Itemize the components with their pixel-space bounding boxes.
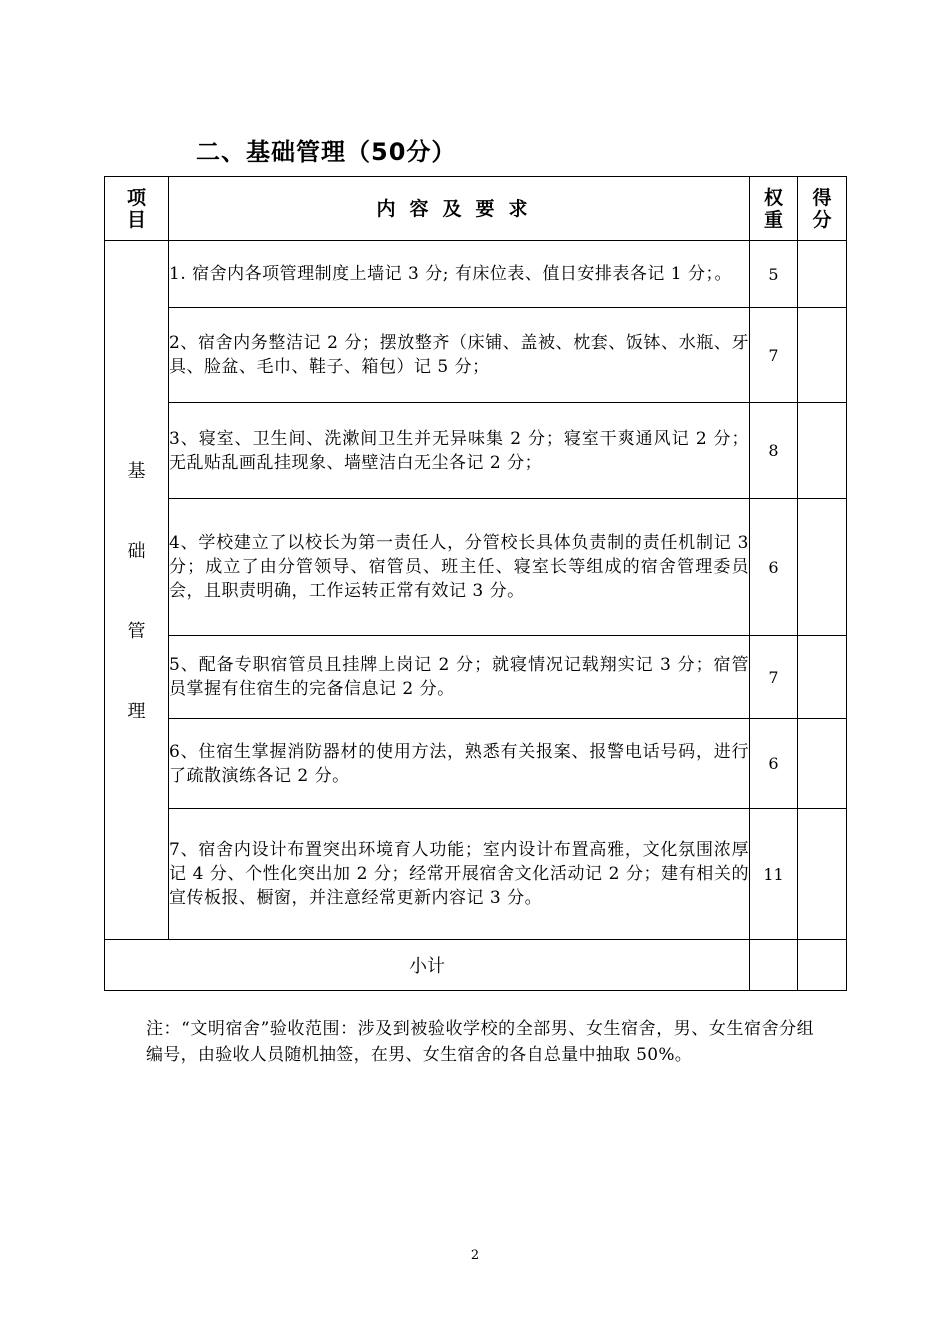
row-content: 6、住宿生掌握消防器材的使用方法，熟悉有关报案、报警电话号码，进行了疏散演练各记 2 分。 — [169, 719, 750, 809]
subtotal-weight — [750, 940, 798, 991]
row-weight: 6 — [750, 719, 798, 809]
management-score-table — [104, 176, 847, 991]
table-row — [105, 809, 847, 940]
header-weight-label: 权重 — [763, 186, 783, 231]
table-row — [105, 241, 847, 308]
subtotal-label: 小计 — [105, 940, 750, 991]
row-content: 4、学校建立了以校长为第一责任人，分管校长具体负责制的责任机制记 3 分；成立了由分管领导、宿管员、班主任、寝室长等组成的宿舍管理委员会，且职责明确，工作运转正常有效记 3 分。 — [169, 499, 750, 636]
category-character: 基 — [127, 461, 146, 482]
row-weight: 11 — [750, 809, 798, 940]
category-cell — [105, 241, 169, 940]
row-score-cell[interactable] — [798, 499, 847, 636]
header-score — [798, 177, 847, 241]
row-weight: 7 — [750, 636, 798, 719]
row-content: 7、宿舍内设计布置突出环境育人功能；室内设计布置高雅，文化氛围浓厚记 4 分、个性化突出加 2 分；经常开展宿舍文化活动记 2 分；建有相关的宣传板报、橱窗，并注意经常更新内容记 3 分。 — [169, 809, 750, 940]
row-score-cell[interactable] — [798, 719, 847, 809]
row-content: 5、配备专职宿管员且挂牌上岗记 2 分；就寝情况记载翔实记 3 分；宿管员掌握有住宿生的完备信息记 2 分。 — [169, 636, 750, 719]
subtotal-score-cell[interactable] — [798, 940, 847, 991]
row-weight: 7 — [750, 308, 798, 403]
header-item-label: 项目 — [126, 186, 146, 231]
row-score-cell[interactable] — [798, 241, 847, 308]
table-row — [105, 308, 847, 403]
category-label — [105, 457, 168, 723]
header-weight — [750, 177, 798, 241]
table-header-row — [105, 177, 847, 241]
row-content: 2、宿舍内务整洁记 2 分；摆放整齐（床铺、盖被、枕套、饭钵、水瓶、牙具、脸盆、毛巾、鞋子、箱包）记 5 分； — [169, 308, 750, 403]
row-score-cell[interactable] — [798, 636, 847, 719]
header-item — [105, 177, 169, 241]
row-score-cell[interactable] — [798, 308, 847, 403]
row-weight: 6 — [750, 499, 798, 636]
subtotal-row — [105, 940, 847, 991]
section-title: 二、基础管理（50分） — [196, 138, 457, 166]
table-row — [105, 636, 847, 719]
category-character: 管 — [127, 621, 146, 642]
row-score-cell[interactable] — [798, 403, 847, 499]
row-weight: 8 — [750, 403, 798, 499]
header-content: 内容及要求 — [169, 177, 750, 241]
note-paragraph: 注：“文明宿舍”验收范围：涉及到被验收学校的全部男、女生宿舍，男、女生宿舍分组编号，由验收人员随机抽签，在男、女生宿舍的各自总量中抽取 50%。 — [146, 1019, 814, 1065]
category-character: 理 — [127, 701, 146, 722]
row-content: 1. 宿舍内各项管理制度上墙记 3 分; 有床位表、值日安排表各记 1 分；。 — [169, 241, 750, 308]
table-row — [105, 499, 847, 636]
table-row — [105, 403, 847, 499]
table-row — [105, 719, 847, 809]
header-score-label: 得分 — [812, 186, 832, 231]
row-score-cell[interactable] — [798, 809, 847, 940]
row-weight: 5 — [750, 241, 798, 308]
row-content: 3、寝室、卫生间、洗漱间卫生并无异味集 2 分；寝室干爽通风记 2 分；无乱贴乱画乱挂现象、墙壁洁白无尘各记 2 分； — [169, 403, 750, 499]
category-character: 础 — [127, 541, 146, 562]
page-number: 2 — [470, 1248, 480, 1263]
